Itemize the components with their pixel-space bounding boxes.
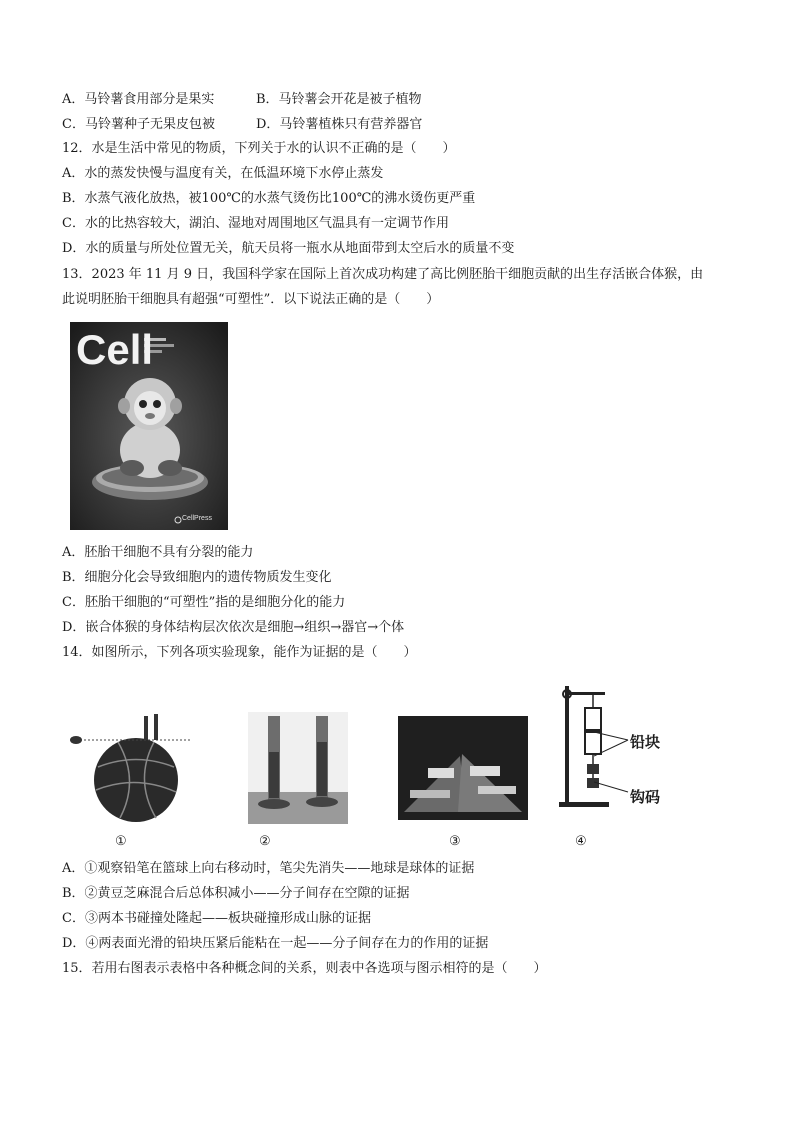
- q14-option-d: D．④两表面光滑的铅块压紧后能粘在一起——分子间存在力的作用的证据: [62, 936, 489, 951]
- figure-label-3: ③: [449, 834, 461, 849]
- cell-cover-image: [70, 322, 228, 530]
- q11-option-a: A．马铃薯食用部分是果实: [62, 92, 215, 107]
- q14-option-a: A．①观察铅笔在篮球上向右移动时，笔尖先消失——地球是球体的证据: [62, 861, 475, 876]
- q13-stem-line2: 此说明胚胎干细胞具有超强“可塑性”．以下说法正确的是（ ）: [62, 292, 440, 307]
- q14-option-b: B．②黄豆芝麻混合后总体积减小——分子间存在空隙的证据: [62, 886, 410, 901]
- q13-option-c: C．胚胎干细胞的“可塑性”指的是细胞分化的能力: [62, 595, 346, 610]
- cell-cover-title: Cell: [76, 326, 154, 373]
- fig4-weight-label: 钩码: [630, 788, 661, 806]
- q12-stem: 12．水是生活中常见的物质，下列关于水的认识不正确的是（ ）: [62, 141, 456, 156]
- q11-option-d: D．马铃薯植株只有营养器官: [256, 117, 423, 132]
- q13-option-b: B．细胞分化会导致细胞内的遗传物质发生变化: [62, 570, 332, 585]
- q12-option-b: B．水蒸气液化放热，被100℃的水蒸气烫伤比100℃的沸水烫伤更严重: [62, 191, 476, 206]
- figure-basketball-pencil: [68, 712, 198, 824]
- q15-stem: 15．若用右图表示表格中各种概念间的关系，则表中各选项与图示相符的是（ ）: [62, 961, 547, 976]
- q11-options-row2: [62, 116, 423, 134]
- figure-mixing-tubes: [248, 712, 348, 824]
- q11-options-row1: [62, 91, 422, 109]
- q12-option-d: D．水的质量与所处位置无关，航天员将一瓶水从地面带到太空后水的质量不变: [62, 241, 515, 256]
- fig4-label-pointers: [594, 726, 634, 806]
- q11-option-c: C．马铃薯种子无果皮包被: [62, 117, 215, 132]
- q12-option-c: C．水的比热容较大，湖泊、湿地对周围地区气温具有一定调节作用: [62, 216, 449, 231]
- fig4-lead-label: 铅块: [630, 733, 661, 751]
- q14-stem: 14．如图所示，下列各项实验现象，能作为证据的是（ ）: [62, 645, 417, 660]
- q13-option-a: A．胚胎干细胞不具有分裂的能力: [62, 545, 254, 560]
- q11-option-b: B．马铃薯会开花是被子植物: [256, 92, 422, 107]
- q13-stem-line1: 13．2023 年 11 月 9 日，我国科学家在国际上首次成功构建了高比例胚胎干细胞贡献的出生存活嵌合体猴，由: [62, 267, 704, 282]
- figure-books-collision: [398, 716, 528, 820]
- q13-option-d: D．嵌合体猴的身体结构层次依次是细胞→组织→器官→个体: [62, 620, 405, 635]
- figure-label-4: ④: [575, 834, 587, 849]
- q14-option-c: C．③两本书碰撞处隆起——板块碰撞形成山脉的证据: [62, 911, 371, 926]
- cell-cover-publisher: CellPress: [182, 515, 212, 522]
- figure-label-2: ②: [259, 834, 271, 849]
- q12-option-a: A．水的蒸发快慢与温度有关，在低温环境下水停止蒸发: [62, 166, 384, 181]
- figure-label-1: ①: [115, 834, 127, 849]
